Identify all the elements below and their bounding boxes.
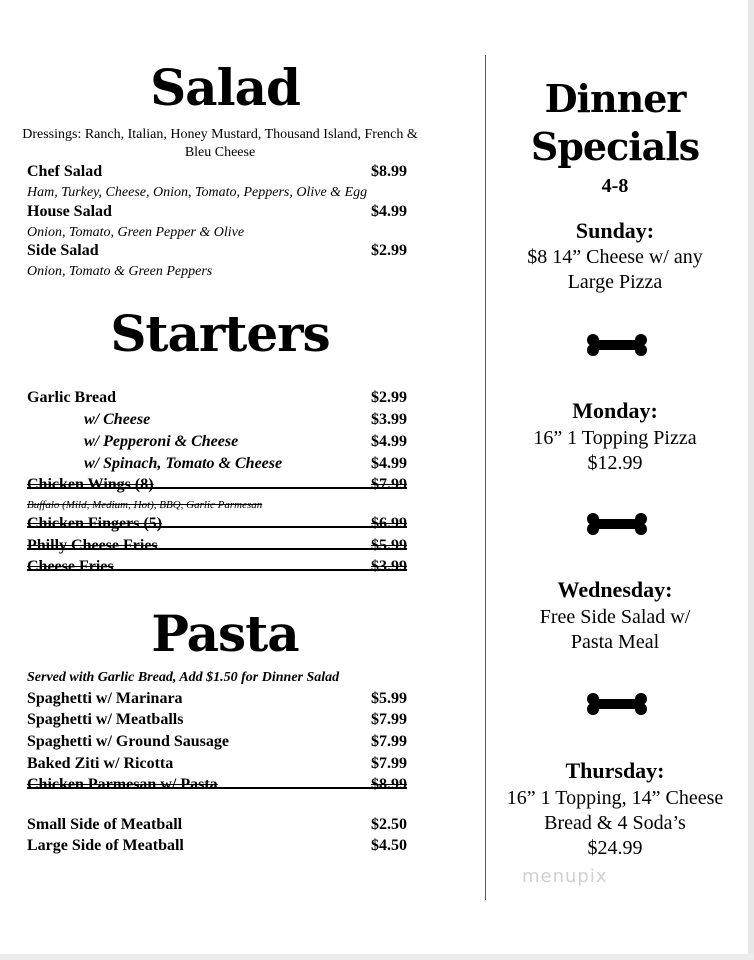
- item-name: Large Side of Meatball: [27, 837, 184, 854]
- item-price: $7.99: [371, 711, 407, 728]
- item-description: Onion, Tomato, Green Pepper & Olive: [27, 225, 245, 240]
- item-name: Spaghetti w/ Ground Sausage: [27, 733, 229, 750]
- menupix-watermark: menupix: [522, 866, 608, 887]
- menu-item: [27, 163, 407, 185]
- side-item: [27, 837, 407, 859]
- item-price: $7.99: [371, 733, 407, 750]
- menu-item-unavailable: [27, 476, 407, 498]
- menu-item-unavailable: [27, 515, 407, 537]
- special-deal-line: Pasta Meal: [570, 631, 660, 653]
- item-price: $4.99: [371, 455, 407, 472]
- item-name: Garlic Bread: [27, 389, 117, 406]
- item-price: $3.99: [371, 411, 407, 428]
- pasta-heading: Pasta: [151, 604, 299, 663]
- specials-title-line1: Dinner: [544, 76, 686, 121]
- item-name: Cheese Fries: [27, 558, 114, 575]
- item-price: $6.99: [371, 515, 407, 532]
- item-price: $4.50: [371, 837, 407, 854]
- item-price: $5.99: [371, 690, 407, 707]
- item-price: $8.99: [371, 163, 407, 180]
- special-deal-line: 16” 1 Topping, 14” Cheese: [506, 787, 724, 809]
- item-price: $4.99: [371, 433, 407, 450]
- menu-item: [27, 733, 407, 755]
- item-name: Side Salad: [27, 242, 99, 259]
- menu-item: [27, 411, 407, 433]
- item-name: Baked Ziti w/ Ricotta: [27, 755, 174, 772]
- item-description: Onion, Tomato & Green Peppers: [27, 264, 213, 279]
- menu-item: [27, 755, 407, 777]
- item-name: Small Side of Meatball: [27, 816, 183, 833]
- item-name: w/ Spinach, Tomato & Cheese: [84, 455, 283, 472]
- item-name: w/ Cheese: [84, 411, 151, 428]
- specials-title-line2: Specials: [530, 124, 700, 169]
- item-name: w/ Pepperoni & Cheese: [84, 433, 239, 450]
- menu-item: [27, 433, 407, 455]
- menu-item-unavailable: [27, 776, 407, 798]
- item-price: $8.99: [371, 776, 407, 793]
- salad-heading: Salad: [150, 58, 300, 117]
- menu-item: [27, 455, 407, 477]
- item-description: Buffalo (Mild, Medium, Hot), BBQ, Garlic Parmesan: [27, 499, 263, 511]
- special-deal-line: $24.99: [587, 837, 643, 859]
- item-name: Chicken Fingers (5): [27, 515, 163, 532]
- menu-item-unavailable: [27, 558, 407, 580]
- menu-item-unavailable: [27, 537, 407, 559]
- special-deal-line: Large Pizza: [567, 271, 663, 293]
- menu-item: [27, 203, 407, 225]
- item-price: $2.50: [371, 816, 407, 833]
- pasta-note: Served with Garlic Bread, Add $1.50 for Dinner Salad: [27, 670, 340, 685]
- menu-item: [27, 711, 407, 733]
- item-name: Chef Salad: [27, 163, 103, 180]
- menu-item: [27, 389, 407, 411]
- special-deal-line: 16” 1 Topping Pizza: [533, 427, 697, 449]
- page-edge-bottom: [0, 954, 754, 960]
- special-deal-line: Bread & 4 Soda’s: [544, 812, 686, 834]
- column-divider: [485, 55, 486, 900]
- menu-item: [27, 690, 407, 712]
- special-deal-line: Free Side Salad w/: [539, 606, 691, 628]
- item-name: Chicken Parmesan w/ Pasta: [27, 776, 218, 793]
- dog-bone-icon: [586, 693, 648, 715]
- item-price: $3.99: [371, 558, 407, 575]
- item-price: $2.99: [371, 389, 407, 406]
- menu-item: [27, 242, 407, 264]
- special-day: Wednesday:: [557, 577, 673, 602]
- special-day: Thursday:: [565, 758, 665, 783]
- item-name: House Salad: [27, 203, 112, 220]
- item-name: Spaghetti w/ Marinara: [27, 690, 183, 707]
- item-price: $4.99: [371, 203, 407, 220]
- special-deal-line: $8 14” Cheese w/ any: [527, 246, 703, 268]
- item-description: Ham, Turkey, Cheese, Onion, Tomato, Peppers, Olive & Egg: [27, 185, 368, 200]
- page-edge-right: [748, 0, 754, 960]
- dog-bone-icon: [586, 513, 648, 535]
- item-name: Philly Cheese Fries: [27, 537, 158, 554]
- special-deal-line: $12.99: [587, 452, 643, 474]
- special-day: Monday:: [572, 398, 658, 423]
- dressings-note: Dressings: Ranch, Italian, Honey Mustard, Thousand Island, French & Bleu Cheese: [22, 127, 418, 160]
- item-price: $7.99: [371, 755, 407, 772]
- item-price: $2.99: [371, 242, 407, 259]
- item-name: Chicken Wings (8): [27, 476, 154, 493]
- side-item: [27, 816, 407, 838]
- starters-heading: Starters: [110, 304, 330, 363]
- dog-bone-icon: [586, 334, 648, 356]
- specials-hours: 4-8: [601, 175, 629, 197]
- special-day: Sunday:: [575, 218, 655, 243]
- item-price: $5.99: [371, 537, 407, 554]
- item-name: Spaghetti w/ Meatballs: [27, 711, 184, 728]
- item-price: $7.99: [371, 476, 407, 493]
